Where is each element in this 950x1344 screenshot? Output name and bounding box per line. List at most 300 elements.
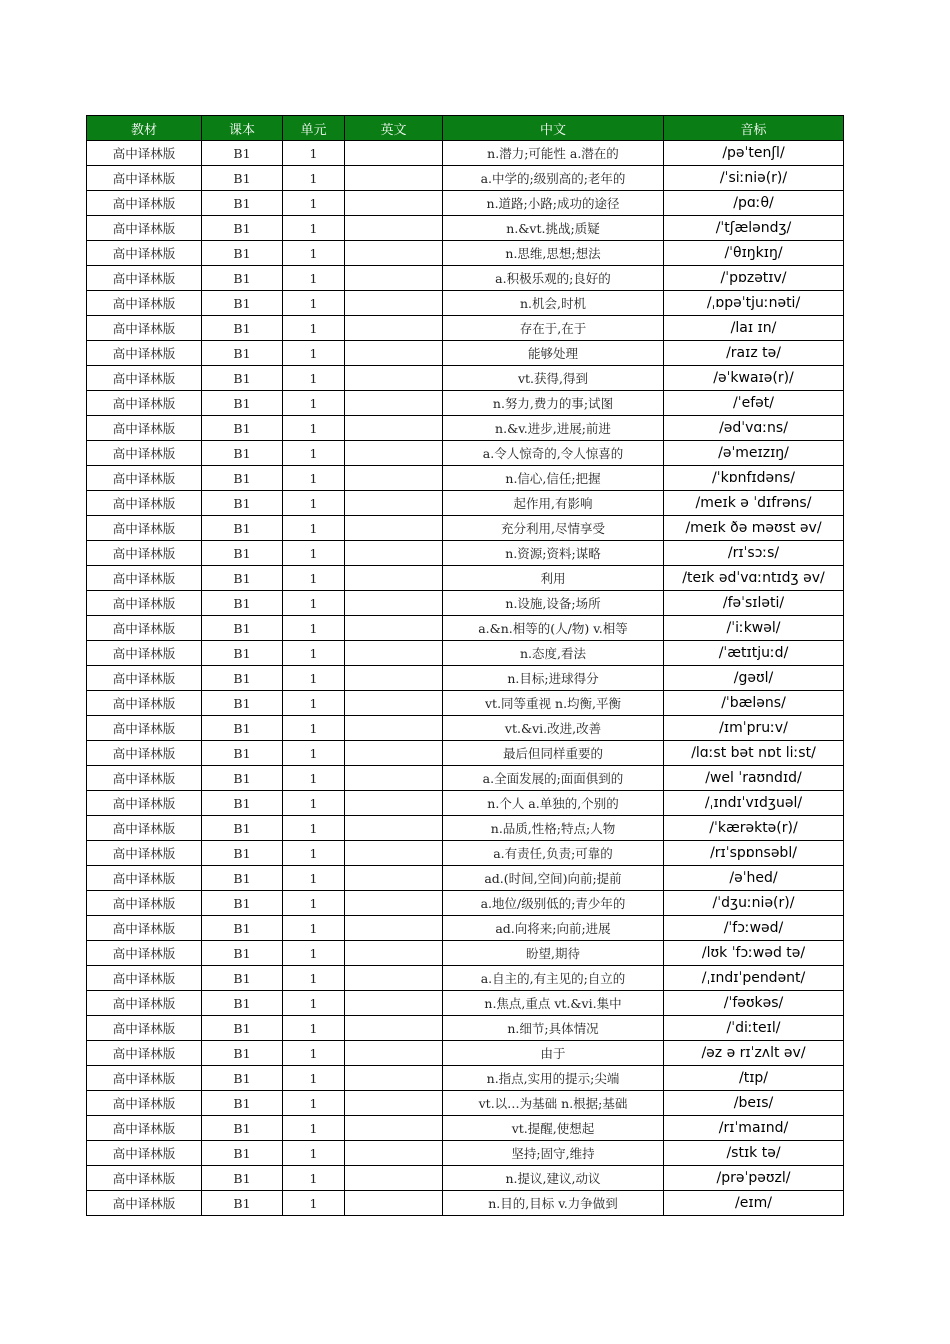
cell-book: B1 [202, 1041, 283, 1066]
cell-phonetic: /ədˈvɑːns/ [664, 416, 844, 441]
cell-unit: 1 [283, 1166, 345, 1191]
cell-unit: 1 [283, 216, 345, 241]
cell-chinese: n.指点,实用的提示;尖端 [443, 1066, 664, 1091]
cell-unit: 1 [283, 266, 345, 291]
cell-textbook: 高中译林版 [87, 666, 202, 691]
table-row [87, 991, 844, 1016]
cell-chinese: n.资源;资料;谋略 [443, 541, 664, 566]
vocabulary-table [86, 115, 844, 1216]
cell-phonetic: /ˌɪndɪˈpendənt/ [664, 966, 844, 991]
cell-textbook: 高中译林版 [87, 391, 202, 416]
cell-unit: 1 [283, 916, 345, 941]
cell-chinese: vt.以…为基础 n.根据;基础 [443, 1091, 664, 1116]
cell-english [345, 691, 443, 716]
cell-phonetic: /prəˈpəʊzl/ [664, 1166, 844, 1191]
cell-chinese: n.&v.进步,进展;前进 [443, 416, 664, 441]
cell-book: B1 [202, 241, 283, 266]
cell-book: B1 [202, 716, 283, 741]
cell-english [345, 841, 443, 866]
cell-phonetic: /ˈætɪtjuːd/ [664, 641, 844, 666]
cell-unit: 1 [283, 1091, 345, 1116]
cell-chinese: 由于 [443, 1041, 664, 1066]
cell-chinese: n.品质,性格;特点;人物 [443, 816, 664, 841]
table-header [87, 116, 844, 141]
cell-chinese: n.提议,建议,动议 [443, 1166, 664, 1191]
cell-chinese: n.机会,时机 [443, 291, 664, 316]
cell-textbook: 高中译林版 [87, 1016, 202, 1041]
cell-unit: 1 [283, 416, 345, 441]
cell-english [345, 541, 443, 566]
cell-chinese: a.令人惊奇的,令人惊喜的 [443, 441, 664, 466]
cell-book: B1 [202, 1066, 283, 1091]
cell-unit: 1 [283, 991, 345, 1016]
cell-book: B1 [202, 141, 283, 166]
cell-chinese: ad.(时间,空间)向前;提前 [443, 866, 664, 891]
cell-textbook: 高中译林版 [87, 1166, 202, 1191]
header-phonetic: 音标 [664, 116, 844, 141]
cell-textbook: 高中译林版 [87, 916, 202, 941]
cell-book: B1 [202, 1141, 283, 1166]
cell-unit: 1 [283, 466, 345, 491]
cell-phonetic: /meɪk ə ˈdɪfrəns/ [664, 491, 844, 516]
cell-book: B1 [202, 491, 283, 516]
cell-textbook: 高中译林版 [87, 1141, 202, 1166]
cell-phonetic: /tɪp/ [664, 1066, 844, 1091]
cell-book: B1 [202, 191, 283, 216]
table-row [87, 341, 844, 366]
cell-unit: 1 [283, 1041, 345, 1066]
table-row [87, 316, 844, 341]
cell-unit: 1 [283, 1116, 345, 1141]
cell-phonetic: /ˈkɒnfɪdəns/ [664, 466, 844, 491]
cell-phonetic: /ˌɒpəˈtjuːnəti/ [664, 291, 844, 316]
cell-unit: 1 [283, 341, 345, 366]
table-row [87, 366, 844, 391]
table-row [87, 241, 844, 266]
cell-english [345, 241, 443, 266]
cell-book: B1 [202, 216, 283, 241]
table-row [87, 266, 844, 291]
cell-textbook: 高中译林版 [87, 366, 202, 391]
cell-chinese: n.努力,费力的事;试图 [443, 391, 664, 416]
cell-unit: 1 [283, 516, 345, 541]
cell-textbook: 高中译林版 [87, 641, 202, 666]
table-row [87, 1116, 844, 1141]
table-body [87, 141, 844, 1216]
cell-english [345, 316, 443, 341]
cell-textbook: 高中译林版 [87, 1191, 202, 1216]
cell-textbook: 高中译林版 [87, 466, 202, 491]
cell-unit: 1 [283, 366, 345, 391]
cell-chinese: 盼望,期待 [443, 941, 664, 966]
cell-textbook: 高中译林版 [87, 766, 202, 791]
cell-unit: 1 [283, 316, 345, 341]
cell-book: B1 [202, 741, 283, 766]
cell-textbook: 高中译林版 [87, 491, 202, 516]
cell-textbook: 高中译林版 [87, 1091, 202, 1116]
cell-phonetic: /ˈfəʊkəs/ [664, 991, 844, 1016]
table-row [87, 841, 844, 866]
cell-chinese: 能够处理 [443, 341, 664, 366]
cell-unit: 1 [283, 716, 345, 741]
table-row [87, 966, 844, 991]
cell-unit: 1 [283, 791, 345, 816]
table-row [87, 391, 844, 416]
cell-chinese: vt.获得,得到 [443, 366, 664, 391]
cell-book: B1 [202, 841, 283, 866]
cell-textbook: 高中译林版 [87, 866, 202, 891]
table-row [87, 716, 844, 741]
cell-english [345, 916, 443, 941]
cell-english [345, 1166, 443, 1191]
cell-english [345, 616, 443, 641]
cell-book: B1 [202, 341, 283, 366]
cell-chinese: n.潜力;可能性 a.潜在的 [443, 141, 664, 166]
cell-phonetic: /rɪˈmaɪnd/ [664, 1116, 844, 1141]
cell-unit: 1 [283, 591, 345, 616]
cell-chinese: n.细节;具体情况 [443, 1016, 664, 1041]
cell-chinese: 最后但同样重要的 [443, 741, 664, 766]
cell-unit: 1 [283, 166, 345, 191]
table-row [87, 141, 844, 166]
header-unit: 单元 [283, 116, 345, 141]
cell-english [345, 466, 443, 491]
cell-phonetic: /gəʊl/ [664, 666, 844, 691]
cell-chinese: a.中学的;级别高的;老年的 [443, 166, 664, 191]
cell-book: B1 [202, 1191, 283, 1216]
cell-book: B1 [202, 541, 283, 566]
cell-book: B1 [202, 791, 283, 816]
cell-phonetic: /ˈtʃæləndʒ/ [664, 216, 844, 241]
cell-english [345, 366, 443, 391]
cell-textbook: 高中译林版 [87, 441, 202, 466]
cell-phonetic: /laɪ ɪn/ [664, 316, 844, 341]
cell-book: B1 [202, 966, 283, 991]
cell-textbook: 高中译林版 [87, 291, 202, 316]
cell-phonetic: /beɪs/ [664, 1091, 844, 1116]
cell-book: B1 [202, 1091, 283, 1116]
table-row [87, 1016, 844, 1041]
cell-english [345, 1016, 443, 1041]
cell-textbook: 高中译林版 [87, 816, 202, 841]
cell-chinese: n.设施,设备;场所 [443, 591, 664, 616]
cell-textbook: 高中译林版 [87, 591, 202, 616]
cell-phonetic: /ˈsiːniə(r)/ [664, 166, 844, 191]
cell-textbook: 高中译林版 [87, 991, 202, 1016]
cell-chinese: 充分利用,尽情享受 [443, 516, 664, 541]
cell-english [345, 516, 443, 541]
cell-phonetic: /ˈkærəktə(r)/ [664, 816, 844, 841]
cell-textbook: 高中译林版 [87, 941, 202, 966]
cell-unit: 1 [283, 891, 345, 916]
table-row [87, 1166, 844, 1191]
cell-chinese: n.道路;小路;成功的途径 [443, 191, 664, 216]
table-row [87, 691, 844, 716]
table-row [87, 866, 844, 891]
cell-chinese: a.&n.相等的(人/物) v.相等 [443, 616, 664, 641]
cell-unit: 1 [283, 1191, 345, 1216]
cell-book: B1 [202, 391, 283, 416]
cell-english [345, 591, 443, 616]
cell-english [345, 1041, 443, 1066]
cell-book: B1 [202, 291, 283, 316]
cell-book: B1 [202, 891, 283, 916]
cell-english [345, 641, 443, 666]
cell-english [345, 716, 443, 741]
cell-chinese: a.自主的,有主见的;自立的 [443, 966, 664, 991]
table-row [87, 491, 844, 516]
cell-textbook: 高中译林版 [87, 191, 202, 216]
table-row [87, 766, 844, 791]
cell-chinese: 起作用,有影响 [443, 491, 664, 516]
table-row [87, 591, 844, 616]
cell-unit: 1 [283, 541, 345, 566]
cell-phonetic: /əˈmeɪzɪŋ/ [664, 441, 844, 466]
table-row [87, 816, 844, 841]
cell-unit: 1 [283, 966, 345, 991]
cell-phonetic: /ˈdiːteɪl/ [664, 1016, 844, 1041]
cell-unit: 1 [283, 566, 345, 591]
cell-chinese: vt.提醒,使想起 [443, 1116, 664, 1141]
cell-unit: 1 [283, 941, 345, 966]
cell-unit: 1 [283, 866, 345, 891]
cell-textbook: 高中译林版 [87, 966, 202, 991]
cell-english [345, 791, 443, 816]
cell-english [345, 991, 443, 1016]
cell-unit: 1 [283, 141, 345, 166]
cell-english [345, 1141, 443, 1166]
cell-phonetic: /ˈθɪŋkɪŋ/ [664, 241, 844, 266]
cell-phonetic: /ˈbæləns/ [664, 691, 844, 716]
cell-phonetic: /wel ˈraʊndɪd/ [664, 766, 844, 791]
header-row [87, 116, 844, 141]
cell-book: B1 [202, 616, 283, 641]
cell-chinese: n.信心,信任;把握 [443, 466, 664, 491]
cell-book: B1 [202, 416, 283, 441]
cell-english [345, 666, 443, 691]
cell-unit: 1 [283, 1141, 345, 1166]
cell-english [345, 1091, 443, 1116]
table-row [87, 1141, 844, 1166]
cell-english [345, 416, 443, 441]
cell-phonetic: /pəˈtenʃl/ [664, 141, 844, 166]
cell-unit: 1 [283, 616, 345, 641]
cell-chinese: a.积极乐观的;良好的 [443, 266, 664, 291]
cell-book: B1 [202, 691, 283, 716]
cell-unit: 1 [283, 816, 345, 841]
table-row [87, 916, 844, 941]
cell-textbook: 高中译林版 [87, 266, 202, 291]
cell-phonetic: /əz ə rɪˈzʌlt əv/ [664, 1041, 844, 1066]
cell-textbook: 高中译林版 [87, 341, 202, 366]
cell-textbook: 高中译林版 [87, 166, 202, 191]
table-row [87, 566, 844, 591]
cell-english [345, 166, 443, 191]
cell-unit: 1 [283, 1016, 345, 1041]
cell-english [345, 766, 443, 791]
cell-textbook: 高中译林版 [87, 891, 202, 916]
cell-english [345, 491, 443, 516]
cell-english [345, 866, 443, 891]
cell-chinese: a.有责任,负责;可靠的 [443, 841, 664, 866]
cell-phonetic: /əˈkwaɪə(r)/ [664, 366, 844, 391]
cell-phonetic: /ˈpɒzətɪv/ [664, 266, 844, 291]
cell-chinese: vt.同等重视 n.均衡,平衡 [443, 691, 664, 716]
table-row [87, 441, 844, 466]
cell-chinese: n.&vt.挑战;质疑 [443, 216, 664, 241]
cell-textbook: 高中译林版 [87, 416, 202, 441]
cell-phonetic: /əˈhed/ [664, 866, 844, 891]
cell-english [345, 566, 443, 591]
cell-textbook: 高中译林版 [87, 716, 202, 741]
cell-phonetic: /ɪmˈpruːv/ [664, 716, 844, 741]
cell-unit: 1 [283, 391, 345, 416]
header-book: 课本 [202, 116, 283, 141]
cell-chinese: n.目的,目标 v.力争做到 [443, 1191, 664, 1216]
cell-book: B1 [202, 366, 283, 391]
cell-phonetic: /ˈefət/ [664, 391, 844, 416]
cell-book: B1 [202, 516, 283, 541]
cell-textbook: 高中译林版 [87, 741, 202, 766]
header-chinese: 中文 [443, 116, 664, 141]
table-row [87, 741, 844, 766]
cell-phonetic: /ˈiːkwəl/ [664, 616, 844, 641]
cell-book: B1 [202, 991, 283, 1016]
cell-unit: 1 [283, 491, 345, 516]
table-row [87, 941, 844, 966]
cell-textbook: 高中译林版 [87, 241, 202, 266]
cell-english [345, 1116, 443, 1141]
cell-textbook: 高中译林版 [87, 566, 202, 591]
cell-textbook: 高中译林版 [87, 791, 202, 816]
table-row [87, 1091, 844, 1116]
table-row [87, 516, 844, 541]
cell-book: B1 [202, 866, 283, 891]
cell-unit: 1 [283, 666, 345, 691]
cell-english [345, 391, 443, 416]
cell-english [345, 1191, 443, 1216]
cell-textbook: 高中译林版 [87, 141, 202, 166]
cell-book: B1 [202, 766, 283, 791]
cell-book: B1 [202, 1016, 283, 1041]
table-row [87, 791, 844, 816]
cell-english [345, 1066, 443, 1091]
cell-chinese: n.个人 a.单独的,个别的 [443, 791, 664, 816]
cell-unit: 1 [283, 741, 345, 766]
table-row [87, 616, 844, 641]
table-row [87, 191, 844, 216]
table-row [87, 291, 844, 316]
table-row [87, 1191, 844, 1216]
cell-phonetic: /lɑːst bət nɒt liːst/ [664, 741, 844, 766]
cell-book: B1 [202, 941, 283, 966]
table-row [87, 541, 844, 566]
cell-unit: 1 [283, 441, 345, 466]
cell-phonetic: /stɪk tə/ [664, 1141, 844, 1166]
cell-chinese: a.全面发展的;面面俱到的 [443, 766, 664, 791]
cell-english [345, 741, 443, 766]
cell-english [345, 966, 443, 991]
cell-english [345, 291, 443, 316]
cell-unit: 1 [283, 766, 345, 791]
cell-book: B1 [202, 566, 283, 591]
cell-phonetic: /lʊk ˈfɔːwəd tə/ [664, 941, 844, 966]
cell-unit: 1 [283, 1066, 345, 1091]
table-row [87, 166, 844, 191]
cell-english [345, 816, 443, 841]
cell-textbook: 高中译林版 [87, 1041, 202, 1066]
cell-english [345, 891, 443, 916]
cell-phonetic: /teɪk ədˈvɑːntɪdʒ əv/ [664, 566, 844, 591]
table-row [87, 466, 844, 491]
cell-book: B1 [202, 591, 283, 616]
cell-book: B1 [202, 1116, 283, 1141]
cell-phonetic: /raɪz tə/ [664, 341, 844, 366]
cell-textbook: 高中译林版 [87, 216, 202, 241]
cell-english [345, 941, 443, 966]
cell-book: B1 [202, 266, 283, 291]
cell-book: B1 [202, 666, 283, 691]
header-textbook: 教材 [87, 116, 202, 141]
cell-chinese: 坚持;固守,维持 [443, 1141, 664, 1166]
cell-textbook: 高中译林版 [87, 616, 202, 641]
cell-english [345, 266, 443, 291]
cell-english [345, 141, 443, 166]
cell-chinese: n.目标;进球得分 [443, 666, 664, 691]
cell-chinese: ad.向将来;向前;进展 [443, 916, 664, 941]
cell-unit: 1 [283, 691, 345, 716]
cell-unit: 1 [283, 841, 345, 866]
cell-book: B1 [202, 916, 283, 941]
cell-chinese: a.地位/级别低的;青少年的 [443, 891, 664, 916]
cell-chinese: vt.&vi.改进,改善 [443, 716, 664, 741]
cell-chinese: n.焦点,重点 vt.&vi.集中 [443, 991, 664, 1016]
cell-chinese: 利用 [443, 566, 664, 591]
table-row [87, 216, 844, 241]
table-row [87, 641, 844, 666]
cell-unit: 1 [283, 191, 345, 216]
cell-chinese: n.思维,思想;想法 [443, 241, 664, 266]
cell-phonetic: /rɪˈspɒnsəbl/ [664, 841, 844, 866]
cell-book: B1 [202, 441, 283, 466]
table-row [87, 891, 844, 916]
cell-textbook: 高中译林版 [87, 841, 202, 866]
cell-book: B1 [202, 641, 283, 666]
cell-book: B1 [202, 166, 283, 191]
cell-phonetic: /ˈdʒuːniə(r)/ [664, 891, 844, 916]
cell-unit: 1 [283, 291, 345, 316]
cell-textbook: 高中译林版 [87, 541, 202, 566]
cell-chinese: n.态度,看法 [443, 641, 664, 666]
table-row [87, 1041, 844, 1066]
cell-chinese: 存在于,在于 [443, 316, 664, 341]
cell-phonetic: /pɑːθ/ [664, 191, 844, 216]
cell-phonetic: /rɪˈsɔːs/ [664, 541, 844, 566]
header-english: 英文 [345, 116, 443, 141]
cell-textbook: 高中译林版 [87, 1116, 202, 1141]
table-row [87, 666, 844, 691]
cell-unit: 1 [283, 641, 345, 666]
table-row [87, 1066, 844, 1091]
cell-english [345, 216, 443, 241]
cell-english [345, 191, 443, 216]
cell-phonetic: /eɪm/ [664, 1191, 844, 1216]
cell-textbook: 高中译林版 [87, 691, 202, 716]
cell-book: B1 [202, 1166, 283, 1191]
cell-phonetic: /ˌɪndɪˈvɪdʒuəl/ [664, 791, 844, 816]
cell-phonetic: /fəˈsɪləti/ [664, 591, 844, 616]
cell-english [345, 341, 443, 366]
